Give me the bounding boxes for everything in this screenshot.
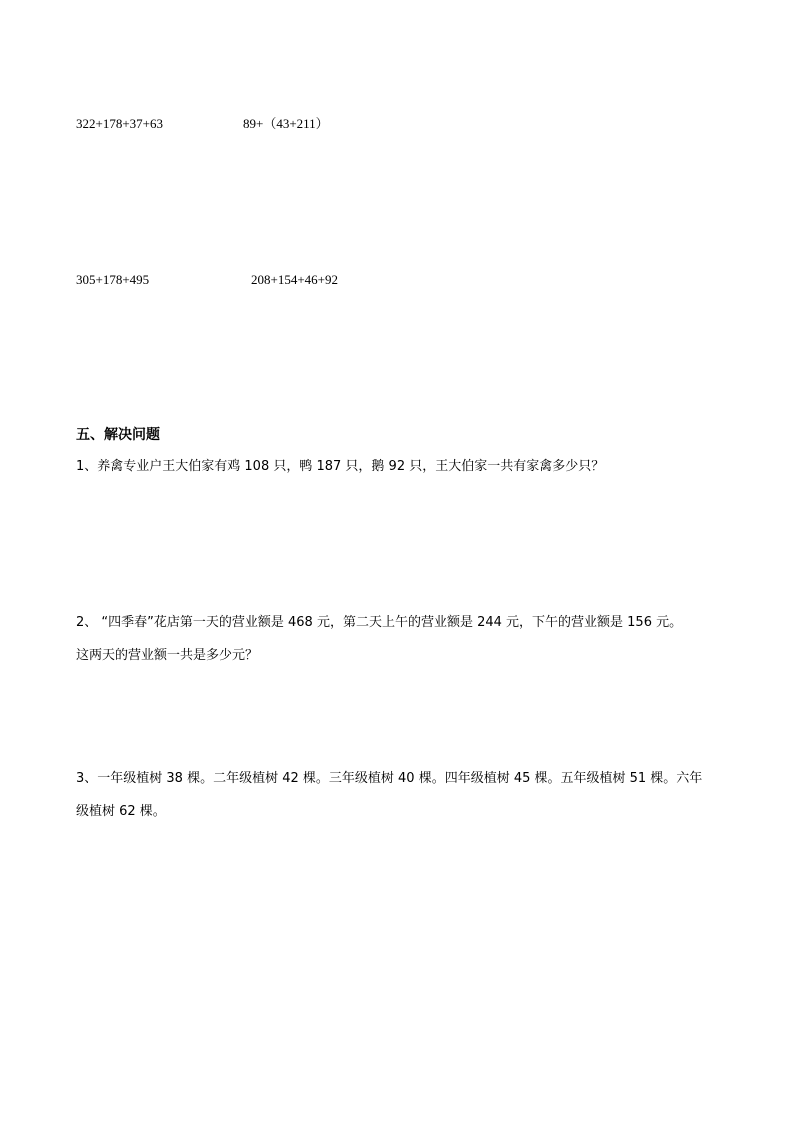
- problem-3-line-1: 3、一年级植树 38 棵。二年级植树 42 棵。三年级植树 40 棵。四年级植树 45 棵。五年级植树 51 棵。六年: [76, 771, 703, 786]
- section-title: 五、解决问题: [76, 427, 160, 443]
- problem-1: [76, 450, 736, 483]
- problem-1-text: 1、养禽专业户王大伯家有鸡 108 只，鸭 187 只，鹅 92 只，王大伯家一共有家禽多少只？: [76, 459, 605, 474]
- calc-expression-2: 89+（43+211）: [243, 116, 329, 131]
- problem-2-line-1: 2、 “四季春”花店第一天的营业额是 468 元，第二天上午的营业额是 244 元，下午的营业额是 156 元。: [76, 615, 683, 630]
- problem-2-line-2: 这两天的营业额一共是多少元？: [76, 648, 259, 663]
- problem-2: [76, 606, 736, 672]
- problem-3: [76, 762, 736, 828]
- calc-expression-1: 322+178+37+63: [76, 116, 163, 131]
- problem-3-line-2: 级植树 62 棵。: [76, 804, 166, 819]
- calc-expression-4: 208+154+46+92: [251, 272, 338, 287]
- calc-expression-3: 305+178+495: [76, 272, 150, 287]
